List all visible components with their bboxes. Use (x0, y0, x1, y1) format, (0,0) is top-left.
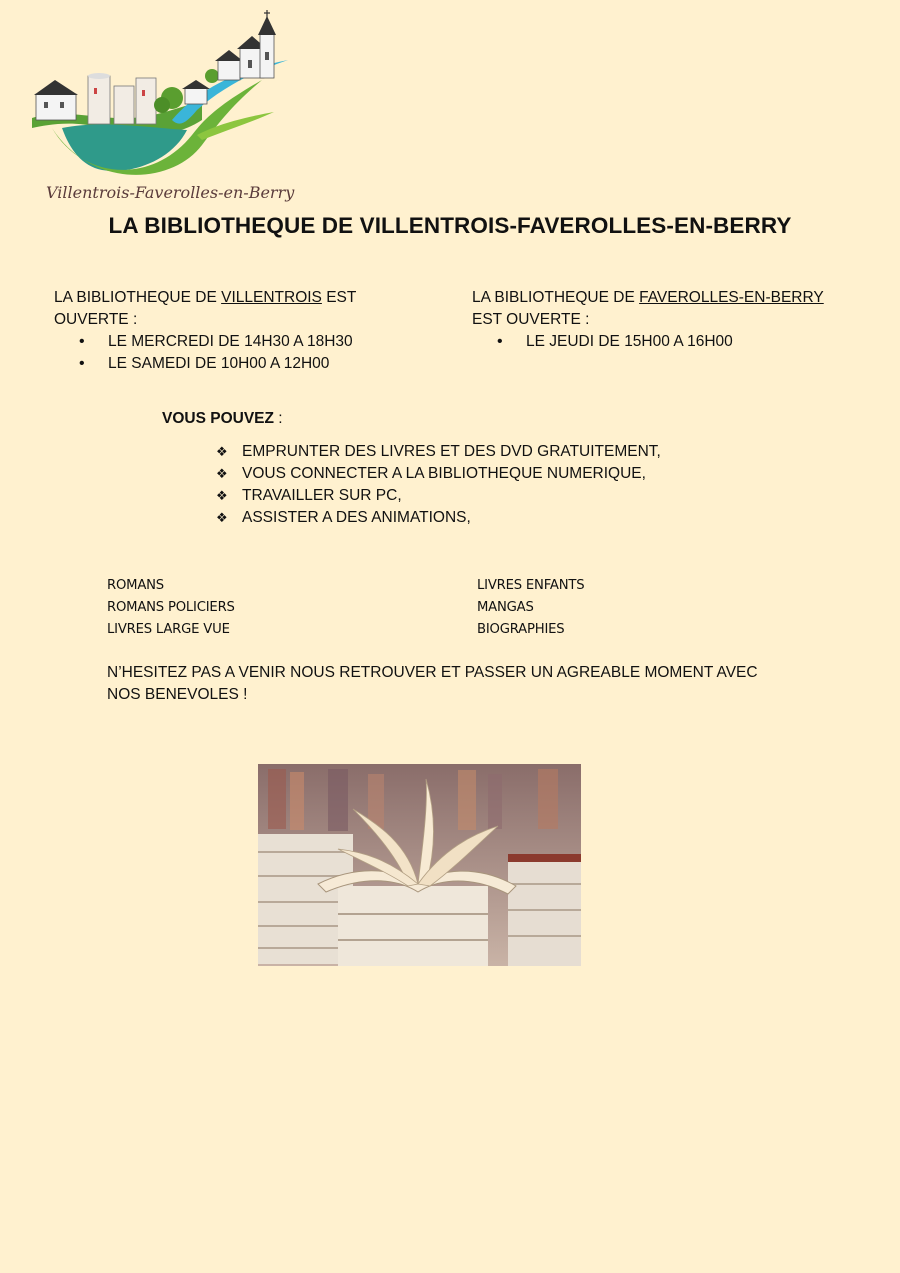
town-logo (22, 10, 302, 210)
faverolles-intro (472, 287, 852, 309)
books-photo (258, 764, 581, 966)
page-title: LA BIBLIOTHEQUE DE VILLENTROIS-FAVEROLLES-EN-BERRY (108, 213, 792, 238)
faverolles-hours-list (472, 331, 852, 353)
faverolles-intro-line2: EST OUVERTE : (472, 311, 590, 328)
list-item: • LE JEUDI DE 15H00 A 16H00 (472, 331, 852, 353)
closing-line-1: N’HESITEZ PAS A VENIR NOUS RETROUVER ET PASSER UN AGREABLE MOMENT AVEC (107, 664, 758, 681)
category-item: ROMANS POLICIERS (107, 600, 235, 615)
villentrois-intro-suffix: EST (321, 289, 357, 306)
categories-left (107, 575, 235, 641)
villentrois-intro-line2: OUVERTE : (54, 311, 138, 328)
villentrois-section (54, 287, 414, 375)
services-heading-label: VOUS POUVEZ (162, 410, 274, 427)
services-heading (162, 408, 283, 430)
villentrois-intro (54, 287, 414, 309)
faverolles-section (472, 287, 852, 353)
closing-line-2: NOS BENEVOLES ! (107, 686, 248, 703)
logo-lettering: Villentrois-Faverolles-en-Berry (46, 183, 295, 202)
faverolles-intro-prefix: LA BIBLIOTHEQUE DE (472, 289, 640, 306)
services-heading-suffix: : (273, 410, 283, 427)
list-item: ❖ EMPRUNTER DES LIVRES ET DES DVD GRATUITEMENT, (216, 441, 816, 463)
list-item: ❖ VOUS CONNECTER A LA BIBLIOTHEQUE NUMERIQUE, (216, 463, 816, 485)
services-list (216, 441, 816, 529)
category-item: BIOGRAPHIES (477, 622, 565, 637)
category-item: MANGAS (477, 600, 534, 615)
list-item: • LE MERCREDI DE 14H30 A 18H30 (54, 331, 414, 353)
category-item: LIVRES LARGE VUE (107, 622, 230, 637)
list-item: • LE SAMEDI DE 10H00 A 12H00 (54, 353, 414, 375)
villentrois-place-name: VILLENTROIS (221, 289, 322, 306)
services-section (216, 441, 816, 529)
category-item: ROMANS (107, 578, 164, 593)
list-item: ❖ ASSISTER A DES ANIMATIONS, (216, 507, 816, 529)
villentrois-intro-prefix: LA BIBLIOTHEQUE DE (54, 289, 222, 306)
faverolles-place-name: FAVEROLLES-EN-BERRY (639, 289, 824, 306)
closing-text (107, 662, 867, 706)
categories-right (477, 575, 584, 641)
list-item: ❖ TRAVAILLER SUR PC, (216, 485, 816, 507)
villentrois-hours-list (54, 331, 414, 375)
category-item: LIVRES ENFANTS (477, 578, 585, 593)
